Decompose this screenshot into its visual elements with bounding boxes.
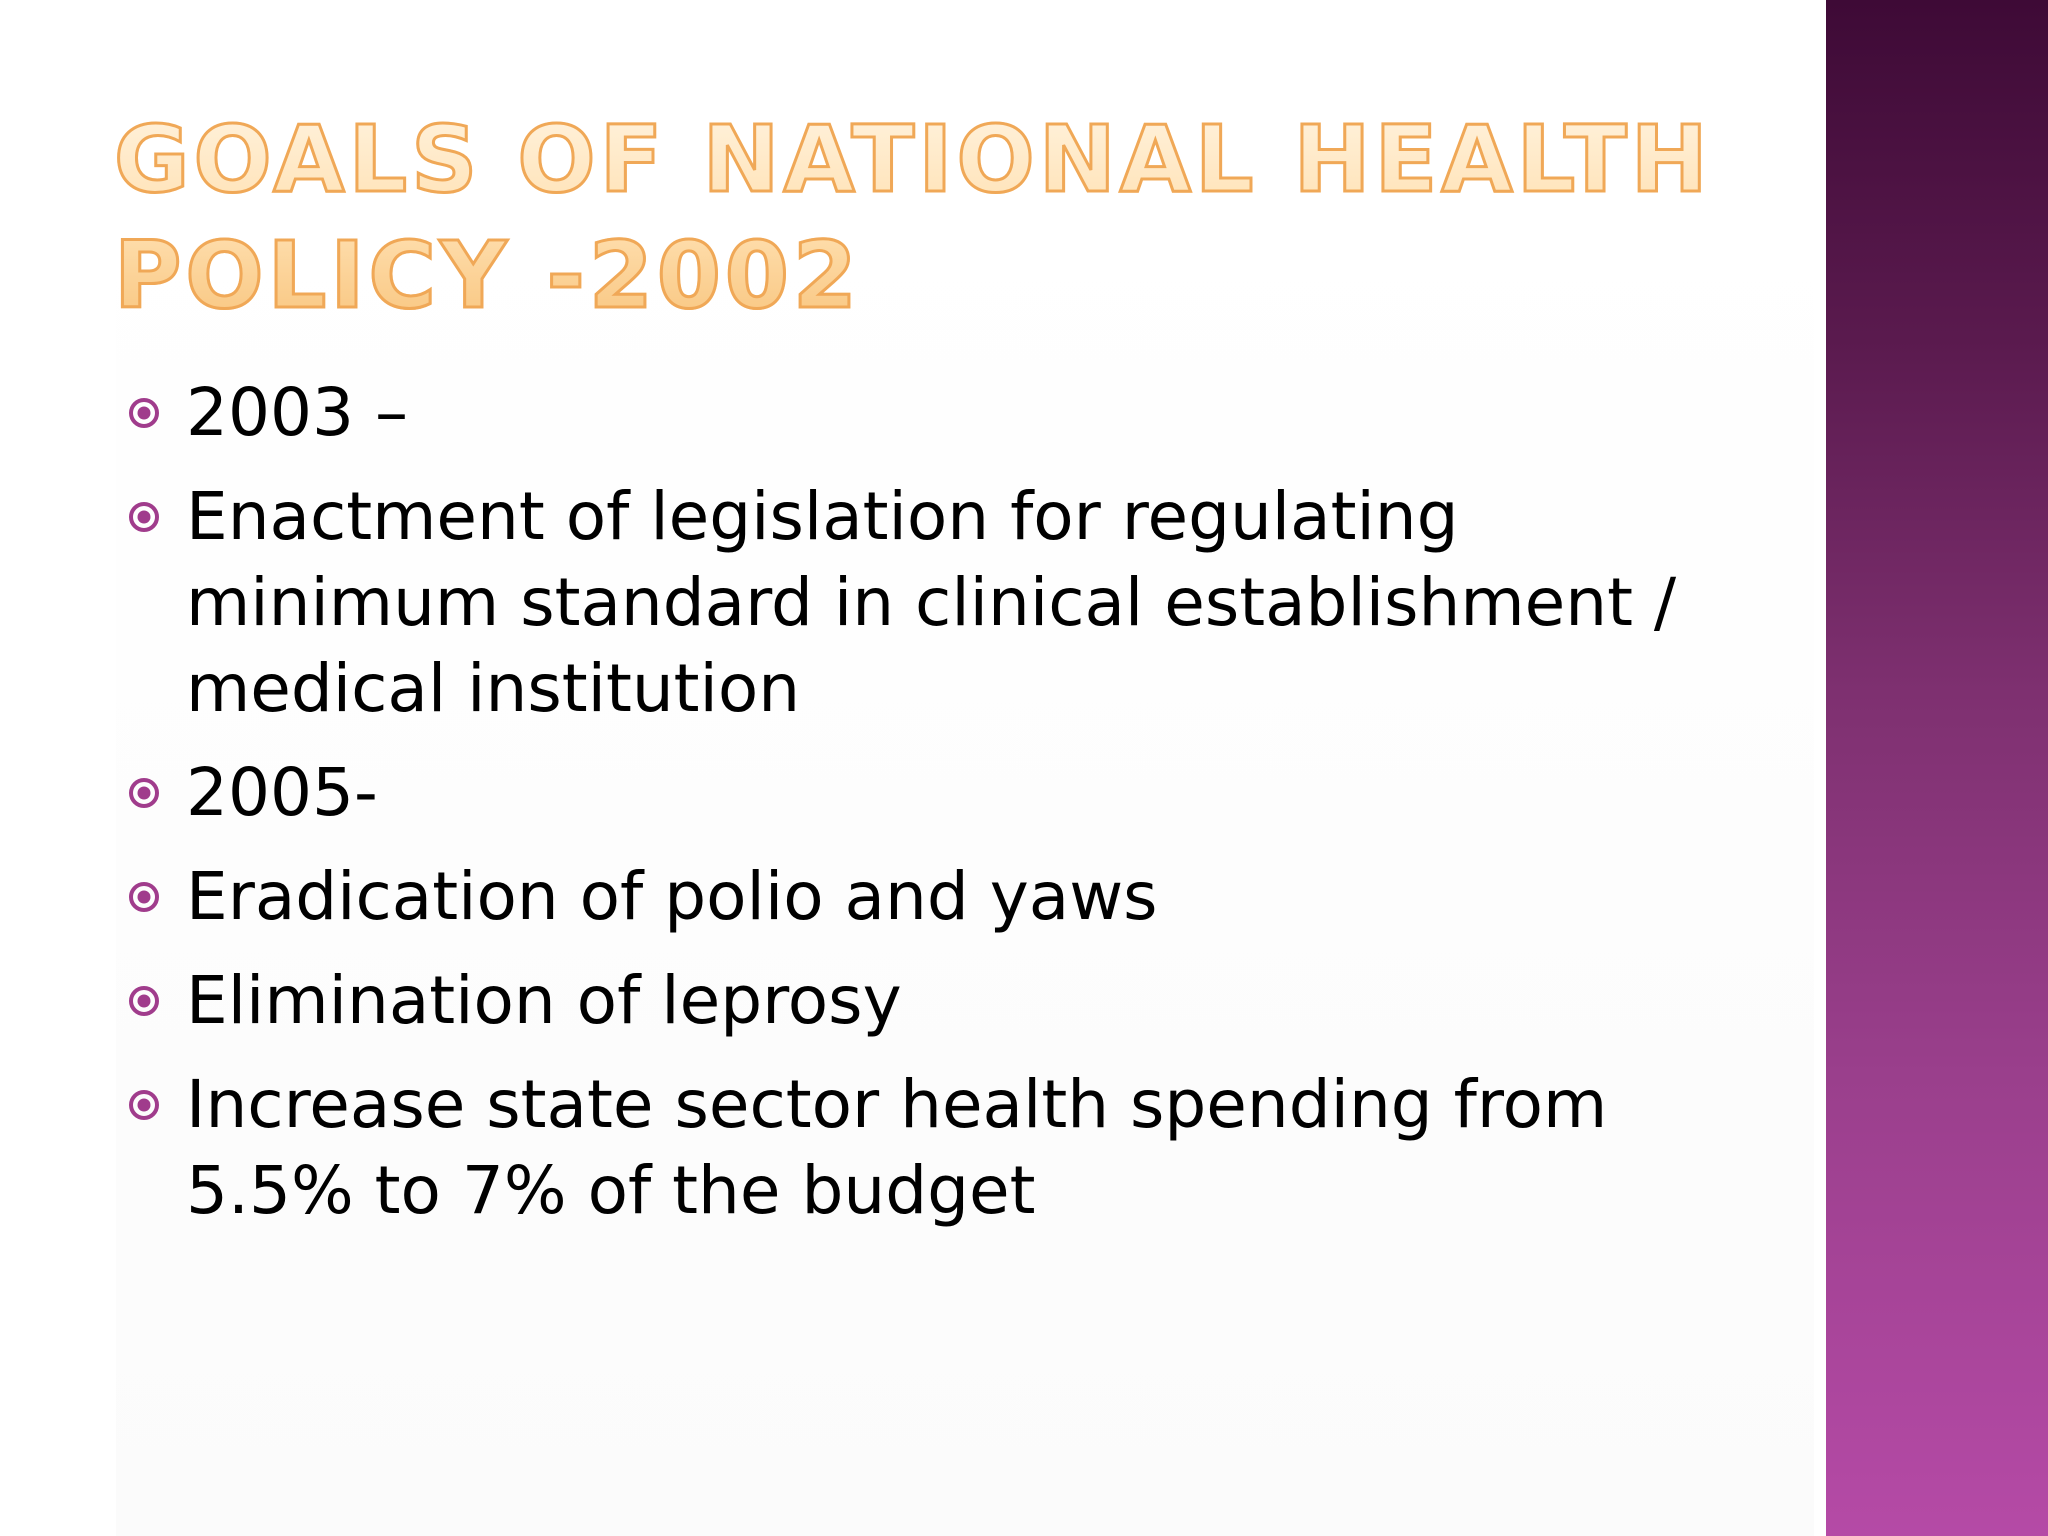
slide-title: GOALS OF NATIONAL HEALTH POLICY -2002 (114, 102, 1714, 334)
decorative-side-bar (1826, 0, 2048, 1536)
bullet-text: Elimination of leprosy (186, 962, 902, 1039)
bullet-item-2003 (126, 370, 1766, 456)
bullet-item-2005 (126, 750, 1766, 836)
circled-dot-bullet-icon (128, 397, 160, 429)
bullet-list (126, 370, 1766, 1252)
circled-dot-bullet-icon (128, 1089, 160, 1121)
circled-dot-bullet-icon (128, 985, 160, 1017)
circled-dot-bullet-icon (128, 881, 160, 913)
bullet-text: Eradication of polio and yaws (186, 858, 1158, 935)
bullet-item-polio-yaws (126, 854, 1766, 940)
bullet-text: Enactment of legislation for regulating minimum standard in clinical establishment / medical institution (186, 478, 1677, 727)
bullet-text: 2003 – (186, 374, 408, 451)
bullet-text: Increase state sector health spending from 5.5% to 7% of the budget (186, 1066, 1608, 1229)
circled-dot-bullet-icon (128, 777, 160, 809)
circled-dot-bullet-icon (128, 501, 160, 533)
bullet-item-health-spending (126, 1062, 1766, 1234)
bullet-text: 2005- (186, 754, 378, 831)
bullet-item-leprosy (126, 958, 1766, 1044)
bullet-item-legislation (126, 474, 1766, 732)
